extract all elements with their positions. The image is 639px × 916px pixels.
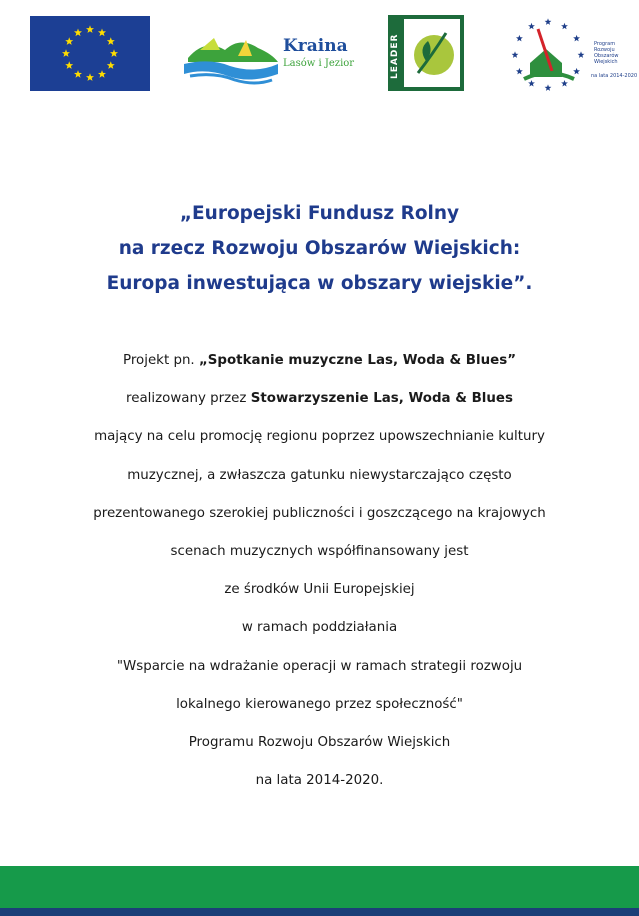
star-shape xyxy=(110,49,118,57)
organization-name: Stowarzyszenie Las, Woda & Blues xyxy=(250,391,513,407)
kraina-subtitle: Lasów i Jezior xyxy=(283,58,355,69)
prow-years: na lata 2014-2020 xyxy=(591,73,638,79)
star-shape xyxy=(512,51,519,58)
star-shape xyxy=(74,29,82,37)
heading-line: Europa inwestująca w obszary wiejskie”. xyxy=(106,273,533,294)
star-shape xyxy=(74,70,82,78)
heading-line: „Europejski Fundusz Rolny xyxy=(179,203,460,224)
document-heading xyxy=(40,196,599,301)
star-shape xyxy=(98,70,106,78)
leader-logo xyxy=(388,15,464,91)
body-line: Programu Rozwoju Obszarów Wiejskich xyxy=(188,735,451,751)
body-line: lokalnego kierowanego przez społeczność" xyxy=(176,696,463,712)
logo-bar xyxy=(0,0,639,110)
prow-logo xyxy=(508,15,638,91)
body-line: na lata 2014-2020. xyxy=(255,773,384,789)
star-shape xyxy=(65,37,73,45)
body-line: mający na celu promocję regionu poprzez upowszechnianie kultury xyxy=(94,429,545,445)
star-shape xyxy=(98,29,106,37)
body-line: muzycznej, a zwłaszcza gatunku niewystarczająco często xyxy=(127,467,512,483)
star-shape xyxy=(86,73,94,81)
star-shape xyxy=(545,18,552,25)
body-line: realizowany przez Stowarzyszenie Las, Woda & Blues xyxy=(126,391,513,407)
star-shape xyxy=(561,23,568,30)
star-shape xyxy=(107,61,115,69)
leader-text: LEADER xyxy=(390,33,400,79)
star-shape xyxy=(86,25,94,33)
star-shape xyxy=(65,61,73,69)
document-body xyxy=(20,342,619,800)
star-shape xyxy=(62,49,70,57)
footer-band-green xyxy=(0,866,639,908)
kraina-title: Kraina xyxy=(283,36,348,56)
body-line: scenach muzycznych współfinansowany jest xyxy=(170,544,469,560)
star-shape xyxy=(561,80,568,87)
body-line: "Wsparcie na wdrażanie operacji w ramach strategii rozwoju xyxy=(116,658,523,674)
body-line: prezentowanego szerokiej publiczności i goszczącego na krajowych xyxy=(93,505,546,521)
heading-line: na rzecz Rozwoju Obszarów Wiejskich: xyxy=(118,238,521,259)
body-line: ze środków Unii Europejskiej xyxy=(224,582,415,598)
star-shape xyxy=(516,35,523,42)
star-shape xyxy=(573,35,580,42)
body-line: w ramach poddziałania xyxy=(241,620,398,636)
star-shape xyxy=(516,68,523,75)
prow-star-house-icon xyxy=(508,15,594,91)
kraina-lake-icon xyxy=(180,28,280,88)
eu-stars xyxy=(30,16,150,91)
body-line: Projekt pn. „Spotkanie muzyczne Las, Woda & Blues” xyxy=(122,353,516,368)
star-shape xyxy=(578,51,585,58)
star-shape xyxy=(573,68,580,75)
prow-name: Program Rozwoju Obszarów Wiejskich xyxy=(594,41,619,65)
eu-flag-logo xyxy=(30,16,150,91)
star-shape xyxy=(528,23,535,30)
kraina-logo xyxy=(180,28,355,88)
footer-band-blue xyxy=(0,908,639,916)
project-name: „Spotkanie muzyczne Las, Woda & Blues” xyxy=(198,353,516,368)
star-shape xyxy=(545,84,552,91)
star-shape xyxy=(107,37,115,45)
star-shape xyxy=(528,80,535,87)
